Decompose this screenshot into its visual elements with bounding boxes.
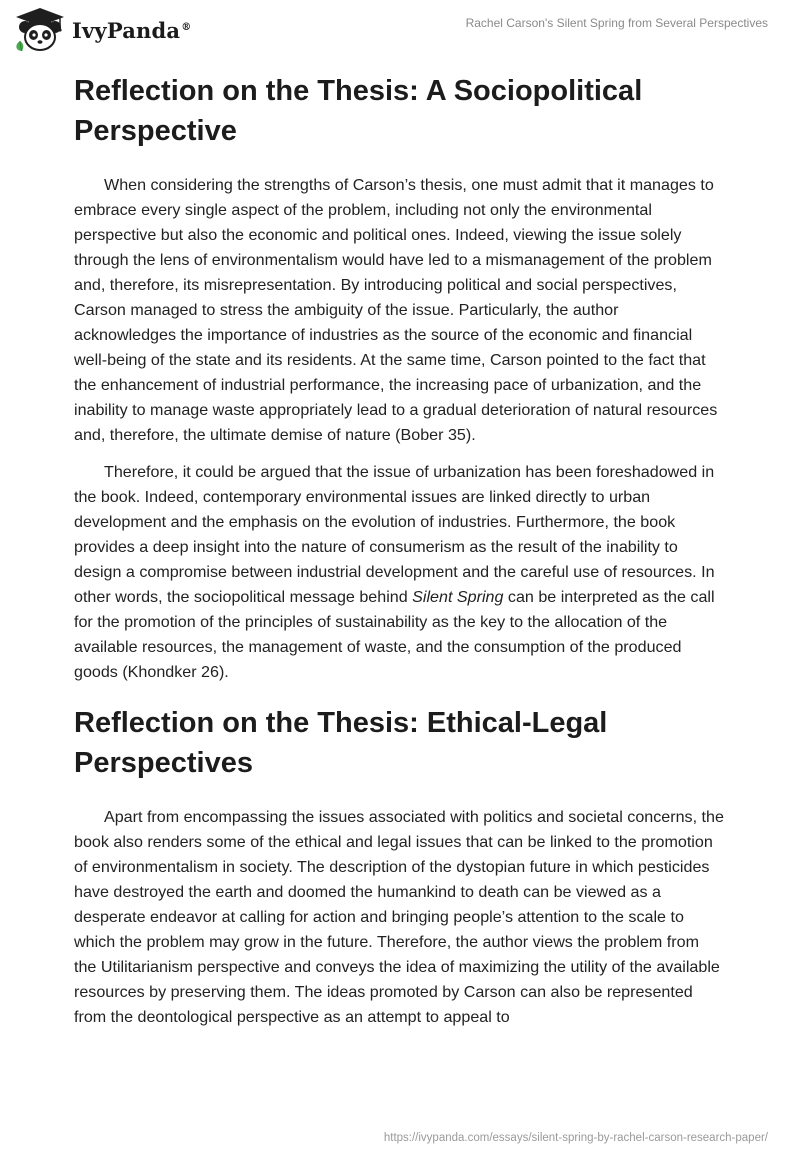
panda-graduate-icon bbox=[14, 7, 66, 53]
article-body bbox=[74, 71, 724, 1042]
paragraph: Apart from encompassing the issues associated with politics and societal concerns, the book also renders some of the ethical and legal issues that can be linked to the promotion of environmentalism in society. The description of the dystopian future in which pesticides have destroyed the earth and doomed the humankind to death can be viewed as a desperate endeavor at calling for action and bringing people’s attention to the scale to which the problem may grow in the future. Therefore, the author views the problem from the Utilitarianism perspective and conveys the idea of maximizing the utility of the available resources by preserving them. The ideas promoted by Carson can also be represented from the deontological perspective as an attempt to appeal to bbox=[74, 808, 724, 1026]
paragraph: Therefore, it could be argued that the issue of urbanization has been foreshadowed in the book. Indeed, contemporary environmental issues are linked directly to urban development and the emphasis on the evolution of industries. Furthermore, the book provides a deep insight into the nature of consumerism as the result of the inability to design a compromise between industrial development and the careful use of resources. In other words, the sociopolitical message behind Silent Spring can be interpreted as the call for the promotion of the principles of sustainability as the key to the allocation of the available resources, the management of waste, and the consumption of the produced goods (Khondker 26). bbox=[74, 463, 715, 681]
page-header bbox=[0, 0, 800, 60]
brand-name: IvyPanda® bbox=[72, 17, 192, 43]
document-title: Rachel Carson's Silent Spring from Several Perspectives bbox=[465, 16, 768, 30]
book-title: Silent Spring bbox=[412, 588, 504, 606]
section-heading-ethical-legal: Reflection on the Thesis: Ethical-Legal Perspectives bbox=[74, 707, 608, 779]
section-heading-sociopolitical: Reflection on the Thesis: A Sociopolitical Perspective bbox=[74, 75, 643, 147]
ivypanda-logo[interactable] bbox=[14, 7, 191, 53]
source-url[interactable]: https://ivypanda.com/essays/silent-spring-by-rachel-carson-research-paper/ bbox=[383, 1132, 768, 1144]
paragraph: When considering the strengths of Carson’s thesis, one must admit that it manages to embrace every single aspect of the problem, including not only the environmental perspective but also the economic and political ones. Indeed, viewing the issue solely through the lens of environmentalism would have led to a mismanagement of the problem and, therefore, its misrepresentation. By introducing political and social perspectives, Carson managed to stress the ambiguity of the issue. Particularly, the author acknowledges the importance of industries as the source of the economic and financial well-being of the state and its residents. At the same time, Carson pointed to the fact that the enhancement of industrial performance, the increasing pace of urbanization, and the inability to manage waste appropriately lead to a gradual deterioration of natural resources and, therefore, the ultimate demise of nature (Bober 35). bbox=[74, 176, 718, 444]
registered-mark: ® bbox=[181, 21, 192, 33]
